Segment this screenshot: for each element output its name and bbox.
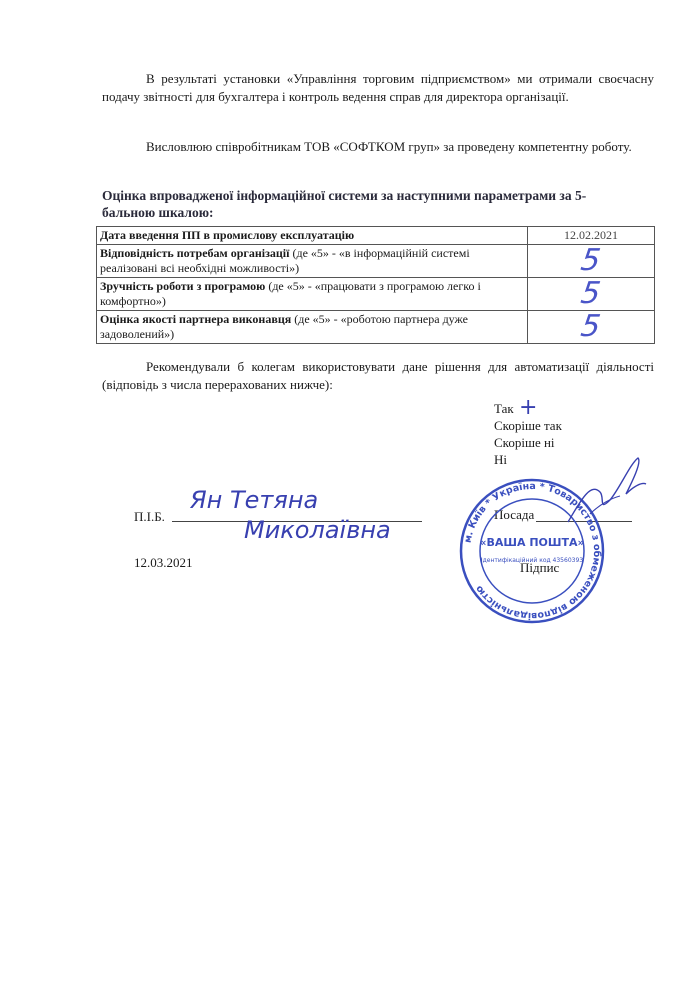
score-cell — [528, 278, 655, 311]
table-row-criterion — [97, 245, 655, 278]
option-rather-no: Скоріше ні — [494, 435, 555, 450]
criterion-name: Зручність роботи з програмою — [100, 279, 266, 293]
criterion-cell — [97, 311, 528, 344]
recommendation-options — [494, 395, 562, 468]
score-cell — [528, 311, 655, 344]
recommendation-paragraph: Рекомендували б колегам використовувати дане рішення для автоматизації діяльності (відповідь з числа перерахованих нижче): — [102, 359, 654, 392]
score-cell — [528, 245, 655, 278]
evaluation-heading: Оцінка впровадженої інформаційної системи за наступними параметрами за 5-бальною шкалою: — [102, 188, 587, 220]
handwritten-name-line1: Ян Тетяна — [190, 486, 319, 514]
date-value: 12.02.2021 — [528, 227, 655, 245]
criterion-desc: (де «5» - «роботою партнера дуже задоволений») — [100, 312, 468, 341]
signature-scribble — [560, 452, 650, 532]
signature-date: 12.03.2021 — [134, 555, 193, 570]
thanks-paragraph: Висловлюю співробітникам ТОВ «СОФТКОМ груп» за проведену компетентну роботу. — [146, 139, 632, 154]
criterion-name: Оцінка якості партнера виконавця — [100, 312, 292, 326]
table-row-date — [97, 227, 655, 245]
selected-mark: + — [518, 395, 538, 420]
stamp-center-text: «ВАША ПОШТА» — [479, 536, 585, 549]
stamp-ring-text: м. Київ * Україна * Товариство з обмеженою відповідальністю — [462, 480, 603, 622]
handwritten-score: 5 — [579, 276, 604, 311]
handwritten-name-line2: Миколаївна — [244, 516, 391, 544]
position-label: Посада — [494, 507, 535, 522]
table-row-criterion — [97, 278, 655, 311]
criterion-desc: (де «5» - «в інформаційній системі реалізовані всі необхідні можливості») — [100, 246, 470, 275]
date-label: Дата введення ПП в промислову експлуатацію — [97, 227, 528, 245]
handwritten-score: 5 — [579, 309, 604, 344]
option-no: Ні — [494, 452, 507, 467]
criterion-name: Відповідність потребам організації — [100, 246, 290, 260]
handwritten-score: 5 — [579, 243, 604, 278]
signature-label: Підпис — [520, 560, 560, 575]
evaluation-table — [96, 226, 655, 344]
name-label: П.І.Б. — [134, 509, 165, 524]
intro-paragraph: В результаті установки «Управління торговим підприємством» ми отримали своєчасну подачу звітності для бухгалтера і контроль ведення справ для директора організації. — [102, 71, 654, 104]
table-row-criterion — [97, 311, 655, 344]
criterion-cell — [97, 278, 528, 311]
stamp-code-text: Ідентифікаційний код 43560393 — [480, 557, 584, 564]
option-yes: Так + — [494, 395, 538, 420]
criterion-cell — [97, 245, 528, 278]
option-rather-yes: Скоріше так — [494, 418, 562, 433]
criterion-desc: (де «5» - «працювати з програмою легко і комфортно») — [100, 279, 481, 308]
